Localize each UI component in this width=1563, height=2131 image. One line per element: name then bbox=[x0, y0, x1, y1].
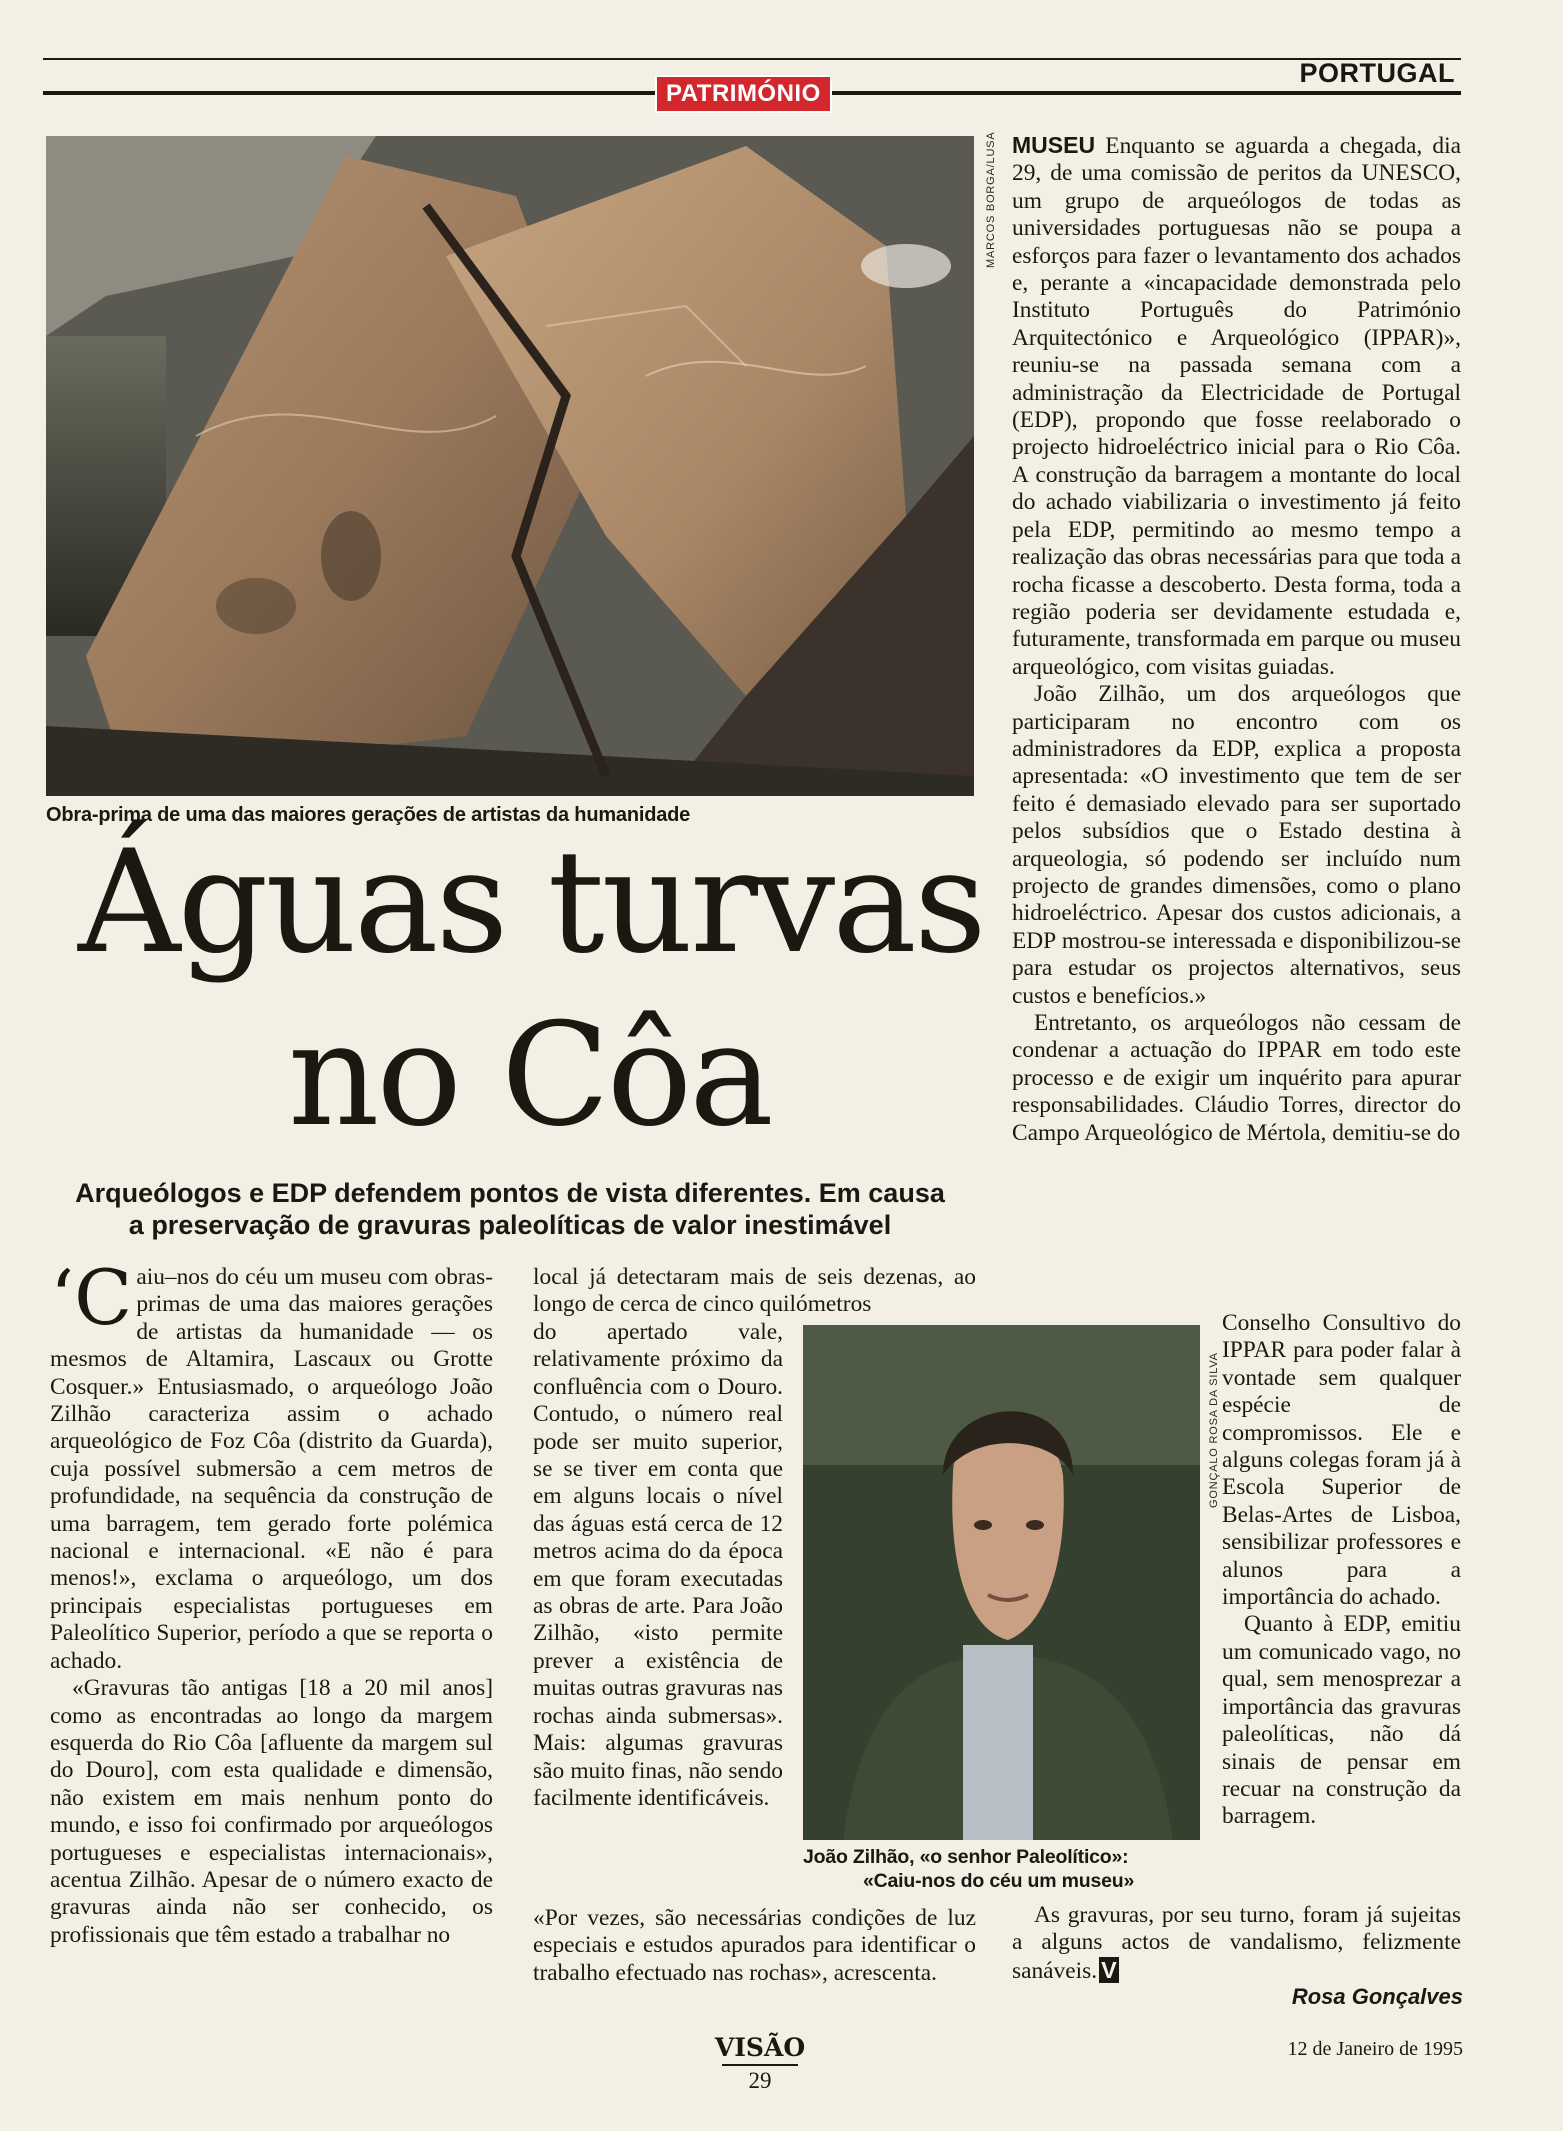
column3-paragraph-5 bbox=[1012, 1902, 1461, 1985]
top-photo-caption: Obra-prima de uma das maiores gerações de artistas da humanidade bbox=[46, 804, 691, 826]
drop-cap: ‘C bbox=[50, 1253, 133, 1342]
deck-line-1: Arqueólogos e EDP defendem pontos de vista diferentes. Em causa bbox=[75, 1178, 945, 1208]
article-deck bbox=[40, 1177, 980, 1241]
column3-paragraph-3a: Entretanto, os arqueólogos não cessam de condenar a actuação do IPPAR em todo este processo e de exigir um inquérito para apurar responsabilidades. Cláudio Torres, director do Campo Arqueológico de Mértola, demitiu-se do bbox=[1012, 1010, 1461, 1146]
column3-paragraph-1-text: Enquanto se aguarda a chegada, dia 29, de uma comissão de peritos da UNESCO, um grupo de arqueólogos de todas as universidades portuguesas não se poupa a esforços para fazer o levantamento dos achados e, perante a «incapacidade demonstrada pelo Instituto Português do Património Arquitectónico e Arqueológico (IPPAR)», reuniu-se na passada semana com a administração da Electricidade de Portugal (EDP), propondo que fosse reelaborado o projecto hidroeléctrico inicial para o Rio Côa. A construção da barragem a montante do local do achado viabilizaria o investimento já feito pela EDP, permitindo ao mesmo tempo a realização das obras necessárias para que toda a rocha ficasse a descoberto. Desta forma, toda a região poderia ser devidamente estudada e, futuramente, transformada em parque ou museu arqueológico, com visitas guiadas. bbox=[1012, 133, 1461, 680]
portrait-photo bbox=[803, 1325, 1200, 1840]
portrait-caption-line-1: João Zilhão, «o senhor Paleolítico»: bbox=[803, 1846, 1129, 1868]
article-column-3-bottom bbox=[1012, 1902, 1461, 1985]
portrait-caption-line-2: «Caiu-nos do céu um museu» bbox=[863, 1870, 1135, 1892]
headline-line-2: no Côa bbox=[288, 993, 771, 1158]
column3-paragraph-5-text: As gravuras, por seu turno, foram já sujeitas a alguns actos de vandalismo, felizmente sanáveis. bbox=[1012, 1902, 1461, 1984]
issue-date: 12 de Janeiro de 1995 bbox=[1287, 2038, 1463, 2060]
section-label: PATRIMÓNIO bbox=[655, 75, 832, 113]
column3-paragraph-3b: Conselho Consultivo do IPPAR para poder falar à vontade sem qualquer espécie de compromissos. Ele e alguns colegas foram já à Escola Superior de Belas-Artes de Lisboa, sensibilizar professores e alunos para a importância do achado. bbox=[1222, 1310, 1461, 1611]
author-byline: Rosa Gonçalves bbox=[1291, 1984, 1463, 2009]
deck-line-2: a preservação de gravuras paleolíticas de valor inestimável bbox=[128, 1210, 892, 1240]
portrait-illustration bbox=[803, 1325, 1200, 1840]
article-column-2-bottom bbox=[533, 1905, 976, 1987]
column1-paragraph-1-text: aiu–nos do céu um museu com obras-primas de uma das maiores gerações de artistas da humanidade — os mesmos de Altamira, Lascaux ou Grotte Cosquer.» Entusiasmado, o arqueólogo João Zilhão caracteriza assim o achado arqueológico de Foz Côa (distrito da Guarda), cuja possível submersão a cem metros de profundidade, na sequência da construção de uma barragem, tem gerado forte polémica nacional e internacional. «E não é para menos!», exclama o arqueólogo, um dos principais especialistas portugueses em Paleolítico Superior, período a que se reporta o achado. bbox=[50, 1264, 493, 1674]
article-column-3-top bbox=[1012, 132, 1461, 1147]
article-column-2-narrow bbox=[533, 1319, 783, 1812]
column3-paragraph-1 bbox=[1012, 132, 1461, 681]
magazine-brand: VISÃO bbox=[714, 2033, 806, 2062]
end-mark: V bbox=[1101, 1956, 1117, 1983]
article-column-1 bbox=[50, 1253, 493, 1949]
portrait-caption bbox=[803, 1845, 1203, 1893]
rock-photo-illustration bbox=[46, 136, 974, 796]
brand-underline bbox=[722, 2064, 798, 2066]
column1-paragraph-1 bbox=[50, 1253, 493, 1675]
article-column-3-narrow bbox=[1222, 1310, 1461, 1831]
column1-paragraph-2: «Gravuras tão antigas [18 a 20 mil anos] como as encontradas ao longo da margem esquerda do Rio Côa [afluente da margem sul do Douro], com esta qualidade e dimensão, não existem em mais nenhum ponto do mundo, e isso foi confirmado por arqueólogos portugueses e especialistas internacionais», acentua Zilhão. Apesar de o número exacto de gravuras ainda não ser conhecido, os profissionais que têm estado a trabalhar no bbox=[50, 1675, 493, 1948]
page-number: 29 bbox=[748, 2068, 772, 2093]
column2-paragraph-1b: do apertado vale, relativamente próximo da confluência com o Douro. Contudo, o número real pode ser muito superior, se se tiver em conta que em alguns locais o nível das águas está cerca de 12 metros acima do da época em que foram executadas as obras de arte. Para João Zilhão, «isto permite prever a existência de muitas outras gravuras nas rochas ainda submersas». Mais: algumas gravuras são muito finas, não sendo facilmente identificáveis. bbox=[533, 1319, 783, 1811]
portrait-photo-credit: GONÇALO ROSA DA SILVA bbox=[1208, 1352, 1220, 1508]
headline-line-1: Águas turvas bbox=[78, 820, 984, 985]
museu-kicker: MUSEU bbox=[1012, 132, 1096, 158]
column2-paragraph-1a: local já detectaram mais de seis dezenas, ao longo de cerca de cinco quilómetros bbox=[533, 1264, 976, 1318]
rock-engravings-photo bbox=[46, 136, 974, 796]
article-column-2-top bbox=[533, 1264, 976, 1319]
country-label: PORTUGAL bbox=[1299, 58, 1455, 88]
column3-paragraph-2: João Zilhão, um dos arqueólogos que participaram no encontro com os administradores da EDP, explica a proposta apresentada: «O investimento que tem de ser feito é demasiado elevado para ser suportado pelos subsídios que o Estado destina à arqueologia, só podendo ser incluído num projecto de grandes dimensões, como o plano hidroeléctrico. Apesar dos custos adicionais, a EDP mostrou-se interessada e disponibilizou-se para estudar os projectos alternativos, seus custos e benefícios.» bbox=[1012, 681, 1461, 1009]
column3-paragraph-4: Quanto à EDP, emitiu um comunicado vago, no qual, sem menosprezar a importância das gravuras paleolíticas, não dá sinais de pensar em recuar na construção da barragem. bbox=[1222, 1611, 1461, 1830]
top-photo-credit: MARCOS BORGA/LUSA bbox=[985, 131, 997, 268]
top-thin-rule bbox=[43, 58, 1461, 60]
column2-paragraph-2: «Por vezes, são necessárias condições de luz especiais e estudos apurados para identificar o trabalho efectuado nas rochas», acrescenta. bbox=[533, 1905, 976, 1986]
